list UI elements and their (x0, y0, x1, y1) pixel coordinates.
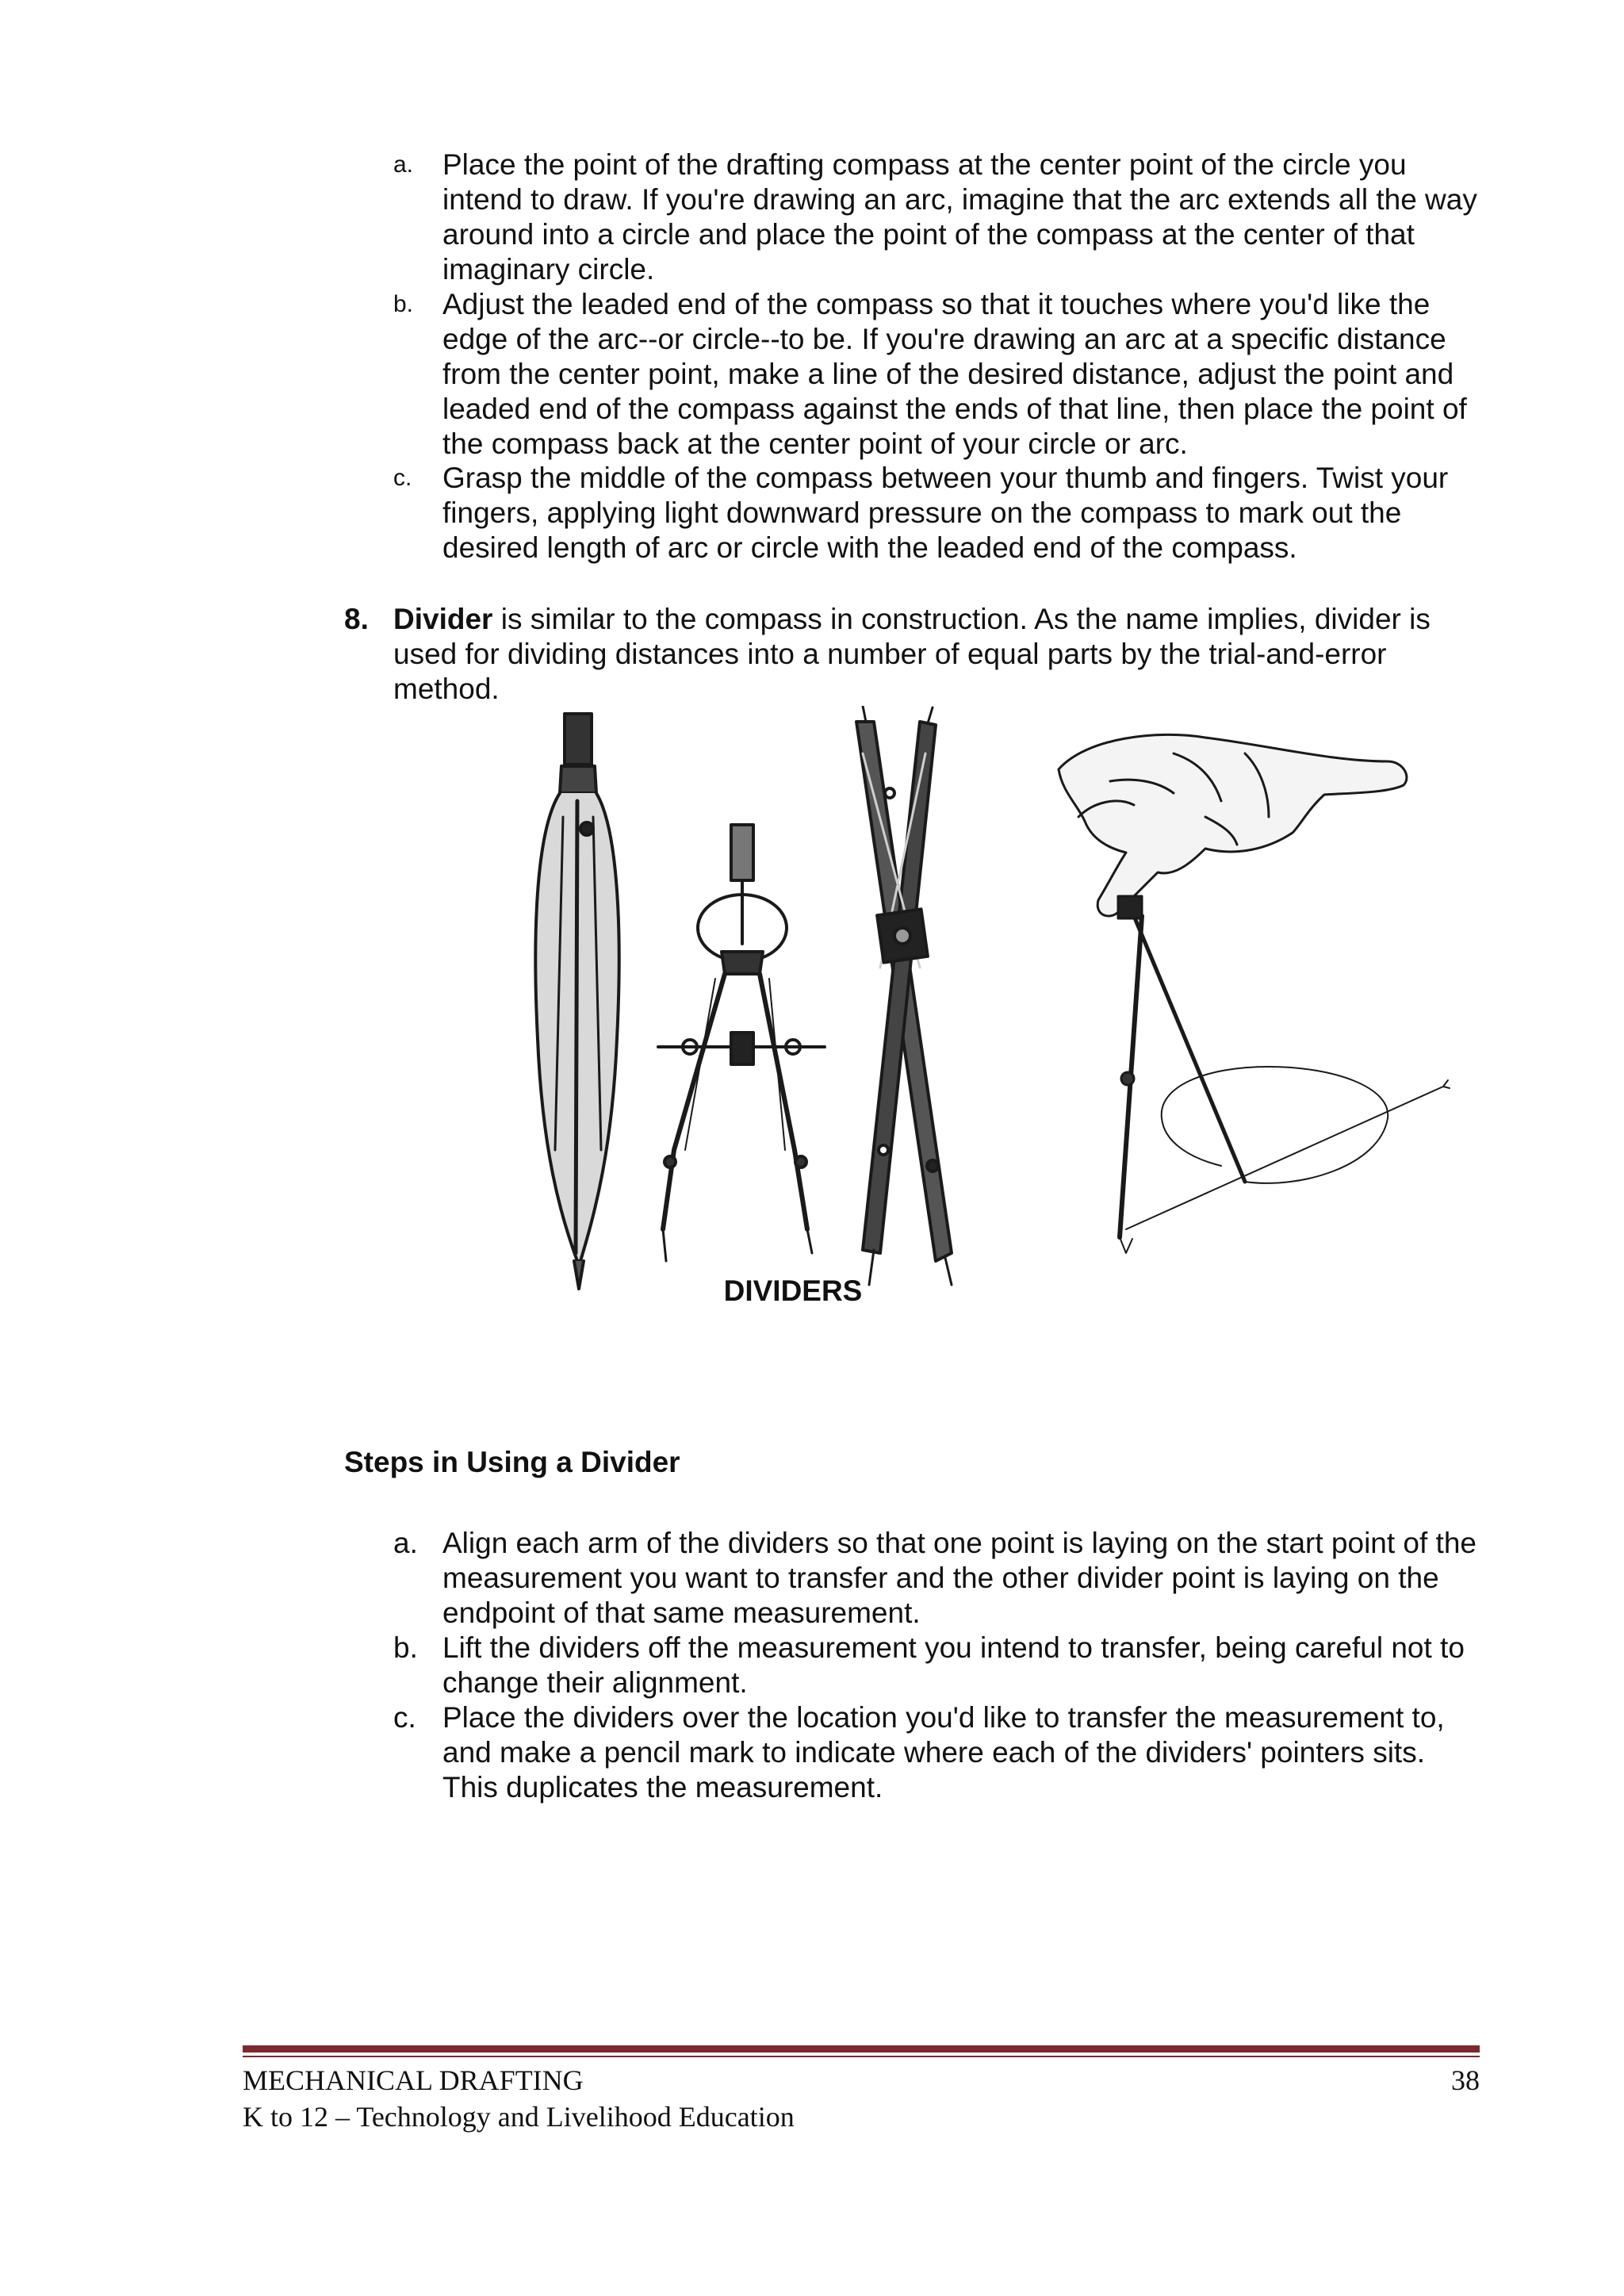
hand-divider-icon (1059, 734, 1450, 1253)
divider-term: Divider (393, 603, 493, 635)
footer-subtitle: K to 12 – Technology and Livelihood Education (243, 2101, 795, 2133)
list-label: c. (393, 1701, 416, 1734)
list-label: c. (393, 465, 412, 491)
list-item-text: Place the dividers over the location you'd like to transfer the measurement to, and make a pencil mark to indicate where each of the dividers' pointers sits. This duplicates the measurement. (442, 1701, 1445, 1803)
footer-rule-thin (243, 2056, 1480, 2057)
divider-paragraph (393, 602, 1480, 707)
bow-divider-icon (535, 714, 619, 1289)
divider-description: is similar to the compass in construction. As the name implies, divider is used for dividing distances into a number of equal parts by the trial-and-error method. (393, 603, 1431, 705)
figure-caption: DIVIDERS (723, 1274, 863, 1307)
list-label: b. (393, 291, 414, 317)
dividers-figure (508, 706, 1459, 1293)
list-item-text: Align each arm of the dividers so that one point is laying on the start point of the measurement you want to transfer and the other divider point is laying on the endpoint of that same measurement. (442, 1527, 1477, 1629)
list-item-text: Adjust the leaded end of the compass so that it touches where you'd like the edge of the arc--or circle--to be. If you're drawing an arc at a specific distance from the center point, make a line of the desired distance, adjust the point and leaded end of the compass against the ends of that line, then place the point of the compass back at the center point of your circle or arc. (442, 288, 1467, 460)
footer-title: MECHANICAL DRAFTING (243, 2064, 584, 2096)
list-label: b. (393, 1631, 418, 1664)
proportional-divider-icon (856, 706, 952, 1285)
spring-divider-icon (658, 825, 825, 1261)
list-item-text: Lift the dividers off the measurement you intend to transfer, being careful not to change their alignment. (442, 1631, 1465, 1699)
footer-rule-thick (243, 2045, 1480, 2053)
page-number: 38 (1451, 2064, 1480, 2096)
list-item-text: Place the point of the drafting compass at the center point of the circle you intend to draw. If you're drawing an arc, imagine that the arc extends all the way around into a circle and place the point of the compass at the center of that imaginary circle. (442, 148, 1477, 286)
list-item-text: Grasp the middle of the compass between your thumb and fingers. Twist your fingers, applying light downward pressure on the compass to mark out the desired length of arc or circle with the leaded end of the compass. (442, 462, 1449, 564)
item-number: 8. (344, 603, 369, 635)
list-label: a. (393, 1527, 418, 1559)
list-label: a. (393, 151, 414, 178)
section-heading: Steps in Using a Divider (344, 1446, 680, 1478)
